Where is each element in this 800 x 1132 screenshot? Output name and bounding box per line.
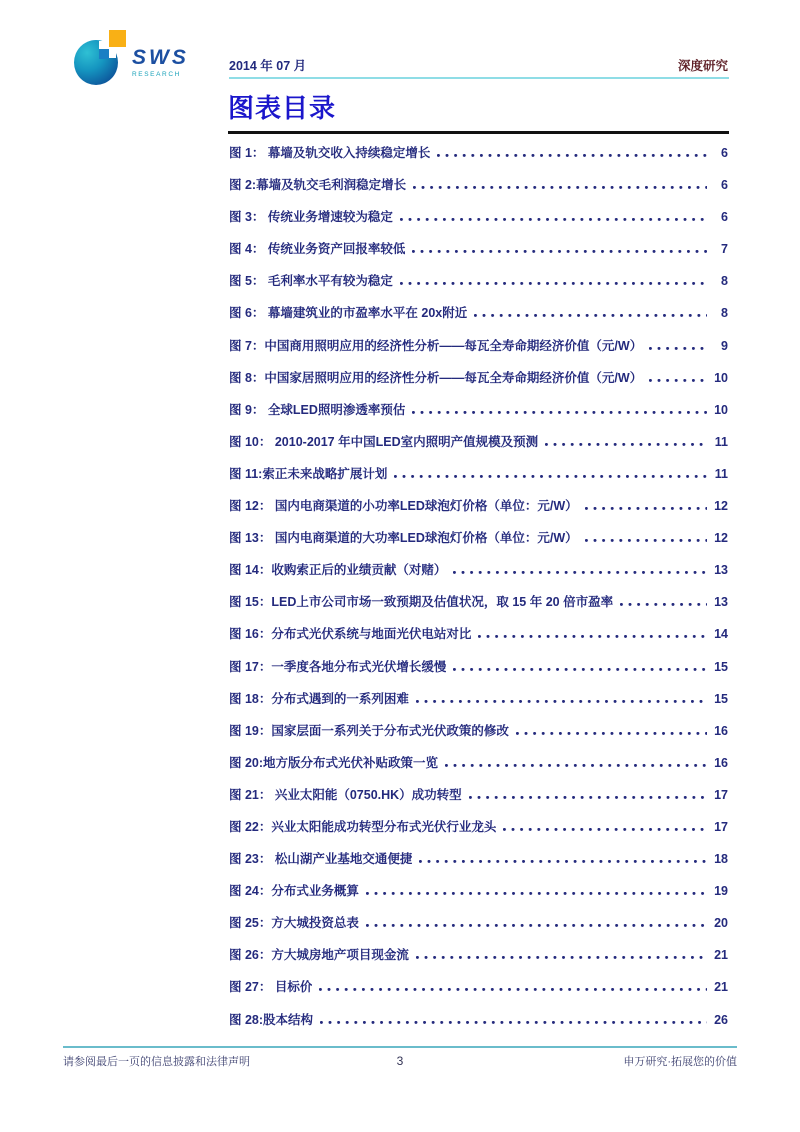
- logo-brand-text: SWS: [132, 46, 189, 69]
- dot-leader: [445, 764, 707, 767]
- dot-leader: [400, 282, 707, 285]
- toc-entry-page[interactable]: 18: [714, 852, 728, 867]
- report-type-label: 深度研究: [677, 59, 728, 73]
- toc-entry-page[interactable]: 13: [714, 595, 728, 610]
- logo-blue-square-shape: [99, 49, 109, 59]
- toc-entry-label[interactable]: 图 11:索正未来战略扩展计划: [229, 466, 388, 481]
- toc-entry[interactable]: [229, 330, 728, 362]
- toc-entry[interactable]: [229, 715, 728, 747]
- toc-entry[interactable]: [229, 586, 728, 618]
- toc-entry[interactable]: [229, 137, 728, 169]
- toc-entry-label[interactable]: 图 15：LED上市公司市场一致预期及估值状况，取 15 年 20 倍市盈率: [229, 595, 614, 610]
- toc-entry[interactable]: [229, 394, 728, 426]
- toc-entry-page[interactable]: 7: [721, 242, 728, 257]
- toc-entry-label[interactable]: 图 2:幕墙及轨交毛利润稳定增长: [229, 178, 407, 193]
- toc-entry[interactable]: [229, 843, 728, 875]
- toc-entry[interactable]: [229, 779, 728, 811]
- toc-entry-label[interactable]: 图 12： 国内电商渠道的小功率LED球泡灯价格（单位：元/W）: [229, 499, 578, 514]
- toc-entry-label[interactable]: 图 7：中国商用照明应用的经济性分析——每瓦全寿命期经济价值（元/W）: [229, 338, 643, 353]
- toc-entry-page[interactable]: 13: [714, 563, 728, 578]
- toc-entry-label[interactable]: 图 23： 松山湖产业基地交通便捷: [229, 852, 413, 867]
- toc-entry-page[interactable]: 6: [721, 146, 728, 160]
- toc-entry-label[interactable]: 图 6： 幕墙建筑业的市盈率水平在 20x附近: [229, 306, 468, 321]
- toc-entry[interactable]: [229, 169, 728, 201]
- toc-entry-label[interactable]: 图 3： 传统业务增速较为稳定: [229, 210, 393, 225]
- toc-entry[interactable]: [229, 939, 728, 971]
- toc-entry[interactable]: [229, 971, 728, 1003]
- toc-entry[interactable]: [229, 362, 728, 394]
- toc-entry-page[interactable]: 26: [714, 1012, 728, 1027]
- logo-yellow-square-shape: [109, 30, 126, 47]
- toc-entry-page[interactable]: 20: [714, 916, 728, 931]
- dot-leader: [620, 603, 707, 606]
- dot-leader: [585, 539, 707, 542]
- footer-divider: [63, 1046, 737, 1048]
- toc-entry[interactable]: [229, 907, 728, 939]
- toc-entry[interactable]: [229, 458, 728, 490]
- dot-leader: [366, 892, 707, 895]
- dot-leader: [394, 475, 707, 478]
- toc-entry-label[interactable]: 图 5： 毛利率水平有较为稳定: [229, 274, 393, 289]
- toc-entry-page[interactable]: 11: [714, 434, 728, 449]
- toc-entry-page[interactable]: 6: [721, 210, 728, 225]
- toc-entry[interactable]: [229, 651, 728, 683]
- toc-entry-page[interactable]: 10: [714, 402, 728, 417]
- toc-entry-label[interactable]: 图 14：收购索正后的业绩贡献（对赌）: [229, 563, 447, 578]
- toc-entry-page[interactable]: 10: [714, 370, 728, 385]
- dot-leader: [474, 314, 707, 317]
- page-title: 图表目录: [228, 93, 337, 123]
- toc-entry-page[interactable]: 12: [714, 531, 728, 546]
- toc-entry-page[interactable]: 8: [721, 274, 728, 289]
- toc-entry[interactable]: [229, 811, 728, 843]
- toc-entry-page[interactable]: 15: [714, 659, 728, 674]
- logo-sub-text: RESEARCH: [132, 71, 181, 78]
- toc-entry[interactable]: [229, 297, 728, 329]
- toc-entry[interactable]: [229, 490, 728, 522]
- toc-entry-page[interactable]: 14: [714, 627, 728, 642]
- dot-leader: [516, 732, 707, 735]
- dot-leader: [545, 443, 707, 446]
- dot-leader: [419, 860, 707, 863]
- toc-entry-page[interactable]: 19: [714, 884, 728, 899]
- toc-entry-page[interactable]: 17: [714, 819, 728, 834]
- dot-leader: [400, 218, 707, 221]
- toc-entry-label[interactable]: 图 26：方大城房地产项目现金流: [229, 948, 409, 963]
- toc-entry-label[interactable]: 图 28:股本结构: [229, 1012, 314, 1027]
- toc-entry[interactable]: [229, 426, 728, 458]
- toc-entry-label[interactable]: 图 24：分布式业务概算: [229, 884, 359, 899]
- toc-entry-label[interactable]: 图 9： 全球LED照明渗透率预估: [229, 402, 406, 417]
- toc-entry-label[interactable]: 图 18：分布式遇到的一系列困难: [229, 691, 409, 706]
- dot-leader: [416, 700, 707, 703]
- title-divider: [228, 131, 729, 134]
- toc-entry-page[interactable]: 12: [714, 499, 728, 514]
- dot-leader: [416, 956, 707, 959]
- toc-entry-label[interactable]: 图 21： 兴业太阳能（0750.HK）成功转型: [229, 787, 462, 802]
- toc-entry-label[interactable]: 图 27： 目标价: [229, 980, 313, 995]
- report-date: 2014 年 07 月: [229, 59, 307, 73]
- logo-text: [132, 47, 189, 79]
- toc-entry-page[interactable]: 21: [714, 948, 728, 963]
- toc-entry-label[interactable]: 图 19：国家层面一系列关于分布式光伏政策的修改: [229, 723, 509, 738]
- toc-entry-page[interactable]: 9: [721, 338, 728, 353]
- dot-leader: [319, 988, 707, 991]
- toc-entry[interactable]: [229, 1004, 728, 1036]
- dot-leader: [478, 635, 707, 638]
- dot-leader: [649, 379, 707, 382]
- dot-leader: [320, 1021, 707, 1024]
- toc-entry-label[interactable]: 图 20:地方版分布式光伏补贴政策一览: [229, 755, 439, 770]
- footer-slogan: 申万研究·拓展您的价值: [623, 1056, 737, 1068]
- dot-leader: [453, 668, 707, 671]
- toc-list: [229, 137, 728, 1036]
- toc-entry-label[interactable]: 图 13： 国内电商渠道的大功率LED球泡灯价格（单位：元/W）: [229, 531, 578, 546]
- toc-entry-page[interactable]: 16: [714, 723, 728, 738]
- toc-entry[interactable]: [229, 683, 728, 715]
- dot-leader: [585, 507, 707, 510]
- toc-entry-page[interactable]: 11: [714, 466, 728, 481]
- toc-entry-label[interactable]: 图 22：兴业太阳能成功转型分布式光伏行业龙头: [229, 819, 497, 834]
- dot-leader: [366, 924, 707, 927]
- dot-leader: [413, 186, 707, 189]
- toc-entry-label[interactable]: 图 8：中国家居照明应用的经济性分析——每瓦全寿命期经济价值（元/W）: [229, 370, 643, 385]
- page-header: [229, 56, 728, 74]
- toc-entry-label[interactable]: 图 10： 2010-2017 年中国LED室内照明产值规模及预测: [229, 434, 539, 449]
- toc-entry-page[interactable]: 8: [721, 306, 728, 321]
- footer-disclaimer: 请参阅最后一页的信息披露和法律声明: [63, 1056, 250, 1068]
- toc-entry-label[interactable]: 图 17：一季度各地分布式光伏增长缓慢: [229, 659, 447, 674]
- toc-entry[interactable]: [229, 265, 728, 297]
- footer-page-number: 3: [396, 1054, 404, 1068]
- toc-entry[interactable]: [229, 875, 728, 907]
- toc-entry[interactable]: [229, 201, 728, 233]
- sws-logo: [74, 30, 214, 94]
- toc-entry[interactable]: [229, 233, 728, 265]
- dot-leader: [649, 347, 707, 350]
- toc-entry-page[interactable]: 17: [714, 787, 728, 802]
- page-footer: [63, 1053, 737, 1069]
- dot-leader: [469, 796, 707, 799]
- toc-entry[interactable]: [229, 554, 728, 586]
- toc-entry-page[interactable]: 6: [721, 178, 728, 193]
- toc-entry[interactable]: [229, 747, 728, 779]
- toc-entry-page[interactable]: 15: [714, 691, 728, 706]
- dot-leader: [437, 154, 707, 157]
- header-divider: [229, 77, 729, 79]
- toc-entry[interactable]: [229, 618, 728, 650]
- toc-entry-label[interactable]: 图 4： 传统业务资产回报率较低: [229, 242, 406, 257]
- toc-entry-page[interactable]: 21: [714, 980, 728, 995]
- dot-leader: [453, 571, 707, 574]
- dot-leader: [412, 250, 707, 253]
- toc-entry-page[interactable]: 16: [714, 755, 728, 770]
- dot-leader: [503, 828, 707, 831]
- toc-entry-label[interactable]: 图 16：分布式光伏系统与地面光伏电站对比: [229, 627, 472, 642]
- toc-entry-label[interactable]: 图 1： 幕墙及轨交收入持续稳定增长: [229, 146, 431, 160]
- dot-leader: [412, 411, 707, 414]
- toc-entry[interactable]: [229, 522, 728, 554]
- toc-entry-label[interactable]: 图 25：方大城投资总表: [229, 916, 359, 931]
